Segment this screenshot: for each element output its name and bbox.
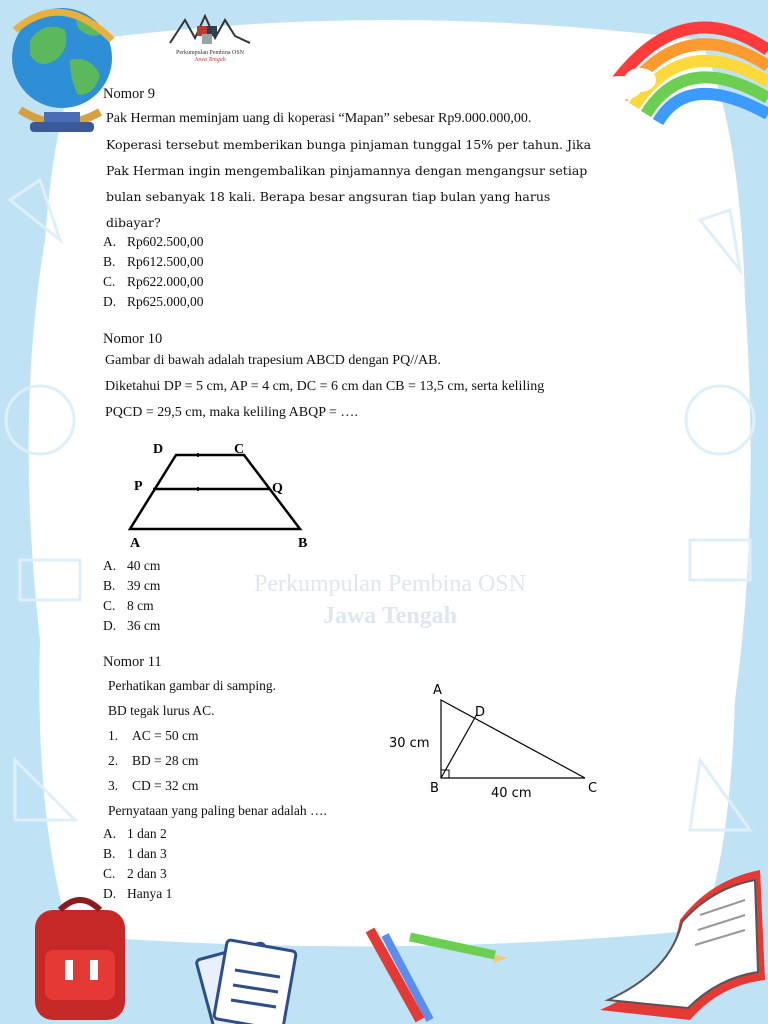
question-10-line: PQCD = 29,5 cm, maka keliling ABQP = ….	[105, 405, 358, 420]
option-letter: C.	[103, 598, 116, 613]
option-letter: D.	[103, 886, 117, 901]
option-b[interactable]	[103, 576, 160, 596]
logo-text-line1: Perkumpulan Pembina OSN	[176, 50, 244, 56]
vertex-label-p: P	[134, 479, 143, 494]
option-d[interactable]	[103, 292, 204, 312]
question-11-title: Nomor 11	[103, 654, 162, 670]
option-c[interactable]	[103, 596, 160, 616]
question-11-options	[103, 824, 172, 904]
question-11-line2: BD tegak lurus AC.	[108, 703, 215, 718]
vertex-label-c: C	[234, 442, 245, 457]
option-a[interactable]	[103, 824, 172, 844]
option-d[interactable]	[103, 616, 160, 636]
option-text: Rp612.500,00	[127, 254, 204, 269]
option-text: 8 cm	[127, 598, 154, 613]
question-9-line: Pak Herman ingin mengembalikan pinjamannya dengan mengangsur setiap	[106, 163, 588, 178]
question-11-question: Pernyataan yang paling benar adalah ….	[108, 803, 327, 818]
question-9-line: bulan sebanyak 18 kali. Berapa besar angsuran tiap bulan yang harus	[106, 189, 551, 204]
option-a[interactable]	[103, 232, 204, 252]
question-10-line: Diketahui DP = 5 cm, AP = 4 cm, DC = 6 cm dan CB = 13,5 cm, serta keliling	[105, 379, 545, 394]
vertex-label-d: D	[153, 442, 164, 457]
statement-text: AC = 50 cm	[132, 728, 199, 743]
question-10-title: Nomor 10	[103, 331, 163, 347]
option-c[interactable]	[103, 272, 204, 292]
option-text: 1 dan 3	[127, 846, 167, 861]
option-letter: C.	[103, 866, 116, 881]
question-11-intro: Perhatikan gambar di samping.	[108, 678, 276, 693]
vertex-label-b: B	[430, 781, 439, 796]
statement-number: 1.	[108, 728, 119, 743]
option-a[interactable]	[103, 556, 160, 576]
question-9-options	[103, 232, 204, 312]
option-text: 36 cm	[127, 618, 161, 633]
option-text: Rp622.000,00	[127, 274, 204, 289]
trapezoid-figure	[120, 436, 320, 554]
question-10-options	[103, 556, 160, 636]
watermark-line2: Jawa Tengah	[322, 603, 458, 629]
statement-number: 3.	[108, 778, 119, 793]
side-label-bc: 40 cm	[491, 786, 532, 801]
option-letter: C.	[103, 274, 116, 289]
vertex-label-a: A	[433, 683, 442, 698]
option-letter: D.	[103, 618, 117, 633]
side-label-ab: 30 cm	[389, 736, 430, 751]
option-text: Hanya 1	[127, 886, 173, 901]
right-triangle-figure	[385, 676, 605, 804]
question-10-text	[105, 348, 625, 426]
option-letter: A.	[103, 558, 117, 573]
option-text: Rp602.500,00	[127, 234, 204, 249]
option-d[interactable]	[103, 884, 172, 904]
question-9-text	[106, 106, 626, 236]
option-letter: A.	[103, 826, 117, 841]
option-text: Rp625.000,00	[127, 294, 204, 309]
logo-text-line2: Jawa Tengah	[194, 57, 226, 63]
question-9-line: Koperasi tersebut memberikan bunga pinjaman tunggal 15% per tahun. Jika	[106, 137, 592, 152]
option-letter: B.	[103, 846, 116, 861]
option-b[interactable]	[103, 252, 204, 272]
question-10-line: Gambar di bawah adalah trapesium ABCD dengan PQ//AB.	[105, 353, 441, 368]
vertex-label-q: Q	[272, 481, 283, 496]
option-letter: D.	[103, 294, 117, 309]
statement-text: BD = 28 cm	[132, 753, 199, 768]
question-9-line: Pak Herman meminjam uang di koperasi “Mapan” sebesar Rp9.000.000,00.	[106, 111, 532, 126]
statement-number: 2.	[108, 753, 119, 768]
vertex-label-c: C	[588, 781, 598, 796]
option-c[interactable]	[103, 864, 172, 884]
option-text: 2 dan 3	[127, 866, 167, 881]
option-text: 40 cm	[127, 558, 161, 573]
question-9-title: Nomor 9	[103, 86, 155, 102]
option-letter: B.	[103, 578, 116, 593]
option-text: 39 cm	[127, 578, 161, 593]
option-text: 1 dan 2	[127, 826, 167, 841]
statement-text: CD = 32 cm	[132, 778, 199, 793]
watermark-line1: Perkumpulan Pembina OSN	[254, 571, 526, 597]
option-b[interactable]	[103, 844, 172, 864]
vertex-label-b: B	[298, 536, 308, 551]
option-letter: A.	[103, 234, 117, 249]
vertex-label-d: D	[475, 705, 486, 720]
vertex-label-a: A	[130, 536, 141, 551]
option-letter: B.	[103, 254, 116, 269]
question-9-line: dibayar?	[106, 215, 161, 230]
